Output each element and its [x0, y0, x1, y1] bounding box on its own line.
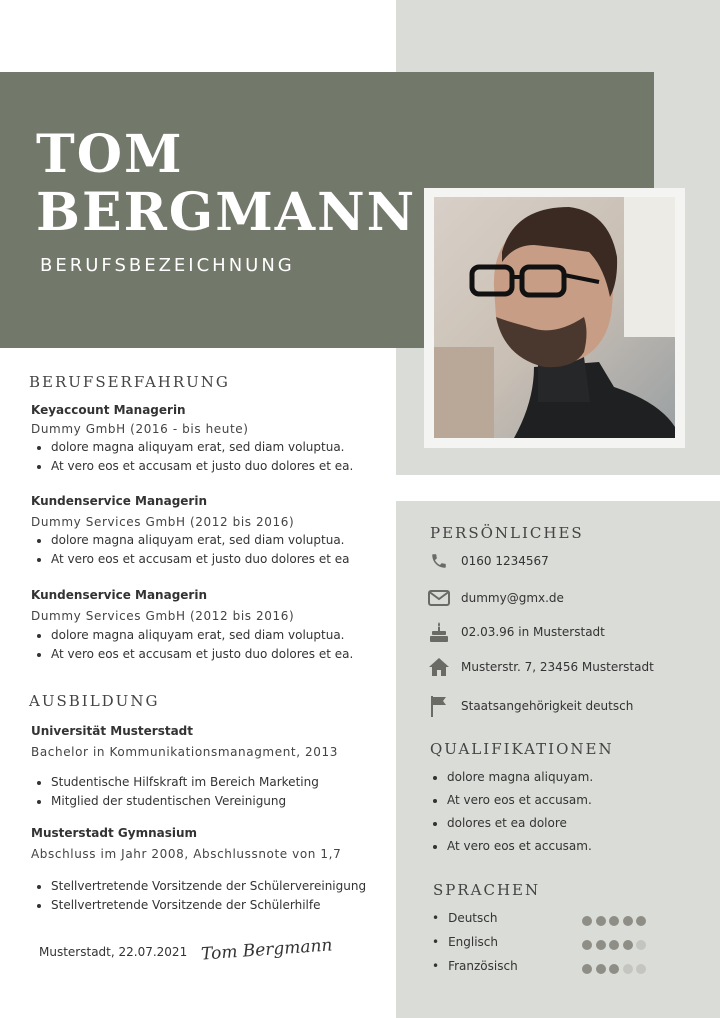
- list-item: • At vero eos et accusam et justo duo dolores et ea.: [51, 645, 353, 664]
- language-row: [432, 959, 672, 979]
- list-item: • dolore magna aliquyam erat, sed diam voluptua.: [51, 626, 353, 645]
- language-level-dots: [582, 916, 646, 926]
- level-dot-filled: [609, 964, 619, 974]
- nationality: Staatsangehörigkeit deutsch: [461, 699, 634, 713]
- job-company: Dummy GmbH (2016 - bis heute): [31, 422, 249, 436]
- job-bullets: [31, 531, 350, 569]
- contact-email: [428, 587, 564, 609]
- full-name: [36, 126, 416, 242]
- last-name: BERGMANN: [36, 182, 417, 243]
- education-institution: Universität Musterstadt: [31, 724, 194, 738]
- job-company: Dummy Services GmbH (2012 bis 2016): [31, 609, 295, 623]
- profile-photo-frame: [424, 188, 685, 448]
- education-detail: Abschluss im Jahr 2008, Abschlussnote von 1,7: [31, 847, 342, 861]
- level-dot-filled: [596, 916, 606, 926]
- language-level-dots: [582, 964, 646, 974]
- job-title: BERUFSBEZEICHNUNG: [40, 255, 295, 276]
- list-item: • At vero eos et accusam.: [447, 836, 593, 859]
- language-name: • Englisch: [432, 935, 498, 949]
- qualifications-section-title: QUALIFIKATIONEN: [430, 740, 614, 758]
- level-dot-filled: [596, 964, 606, 974]
- list-item: • dolore magna aliquyam erat, sed diam voluptua.: [51, 438, 353, 457]
- languages-section-title: SPRACHEN: [433, 881, 541, 899]
- level-dot-empty: [636, 940, 646, 950]
- experience-section-title: BERUFSERFAHRUNG: [29, 373, 230, 391]
- education-institution: Musterstadt Gymnasium: [31, 826, 198, 840]
- personal-section-title: PERSÖNLICHES: [430, 524, 584, 542]
- level-dot-empty: [636, 964, 646, 974]
- level-dot-filled: [582, 916, 592, 926]
- job-position: Keyaccount Managerin: [31, 403, 186, 417]
- phone-icon: [428, 550, 450, 572]
- language-level-dots: [582, 940, 646, 950]
- list-item: • dolore magna aliquyam.: [447, 767, 593, 790]
- level-dot-filled: [623, 916, 633, 926]
- list-item: • Stellvertretende Vorsitzende der Schülervereinigung: [51, 877, 366, 896]
- level-dot-filled: [609, 916, 619, 926]
- education-bullets: [31, 877, 366, 915]
- signature: Tom Bergmann: [200, 935, 334, 965]
- language-name: • Deutsch: [432, 911, 497, 925]
- level-dot-filled: [582, 940, 592, 950]
- job-position: Kundenservice Managerin: [31, 588, 207, 602]
- phone-number: 0160 1234567: [461, 554, 549, 568]
- education-bullets: [31, 773, 319, 811]
- mail-icon: [428, 587, 450, 609]
- language-row: [432, 911, 672, 931]
- first-name: TOM: [36, 124, 184, 185]
- list-item: • At vero eos et accusam.: [447, 790, 593, 813]
- contact-birthday: [428, 621, 605, 643]
- level-dot-filled: [596, 940, 606, 950]
- level-dot-filled: [623, 940, 633, 950]
- list-item: • dolores et ea dolore: [447, 813, 593, 836]
- level-dot-filled: [582, 964, 592, 974]
- job-company: Dummy Services GmbH (2012 bis 2016): [31, 515, 295, 529]
- language-row: [432, 935, 672, 955]
- level-dot-empty: [623, 964, 633, 974]
- qualifications-list: [428, 767, 593, 859]
- list-item: • At vero eos et accusam et justo duo dolores et ea: [51, 550, 350, 569]
- contact-phone: [428, 550, 549, 572]
- job-bullets: [31, 438, 353, 476]
- contact-address: [428, 656, 654, 678]
- list-item: • At vero eos et accusam et justo duo dolores et ea.: [51, 457, 353, 476]
- profile-photo: [434, 197, 675, 438]
- home-icon: [428, 656, 450, 678]
- job-bullets: [31, 626, 353, 664]
- list-item: • Mitglied der studentischen Vereinigung: [51, 792, 319, 811]
- address: Musterstr. 7, 23456 Musterstadt: [461, 660, 654, 674]
- education-section-title: AUSBILDUNG: [29, 692, 160, 710]
- job-position: Kundenservice Managerin: [31, 494, 207, 508]
- list-item: • Studentische Hilfskraft im Bereich Marketing: [51, 773, 319, 792]
- place-date: Musterstadt, 22.07.2021: [39, 945, 188, 959]
- birth-info: 02.03.96 in Musterstadt: [461, 625, 605, 639]
- list-item: • dolore magna aliquyam erat, sed diam voluptua.: [51, 531, 350, 550]
- level-dot-filled: [636, 916, 646, 926]
- list-item: • Stellvertretende Vorsitzende der Schülerhilfe: [51, 896, 366, 915]
- level-dot-filled: [609, 940, 619, 950]
- email-address: dummy@gmx.de: [461, 591, 564, 605]
- birthday-cake-icon: [428, 621, 450, 643]
- contact-nationality: [428, 695, 634, 717]
- education-detail: Bachelor in Kommunikationsmanagment, 2013: [31, 745, 338, 759]
- language-name: • Französisch: [432, 959, 518, 973]
- flag-icon: [428, 695, 450, 717]
